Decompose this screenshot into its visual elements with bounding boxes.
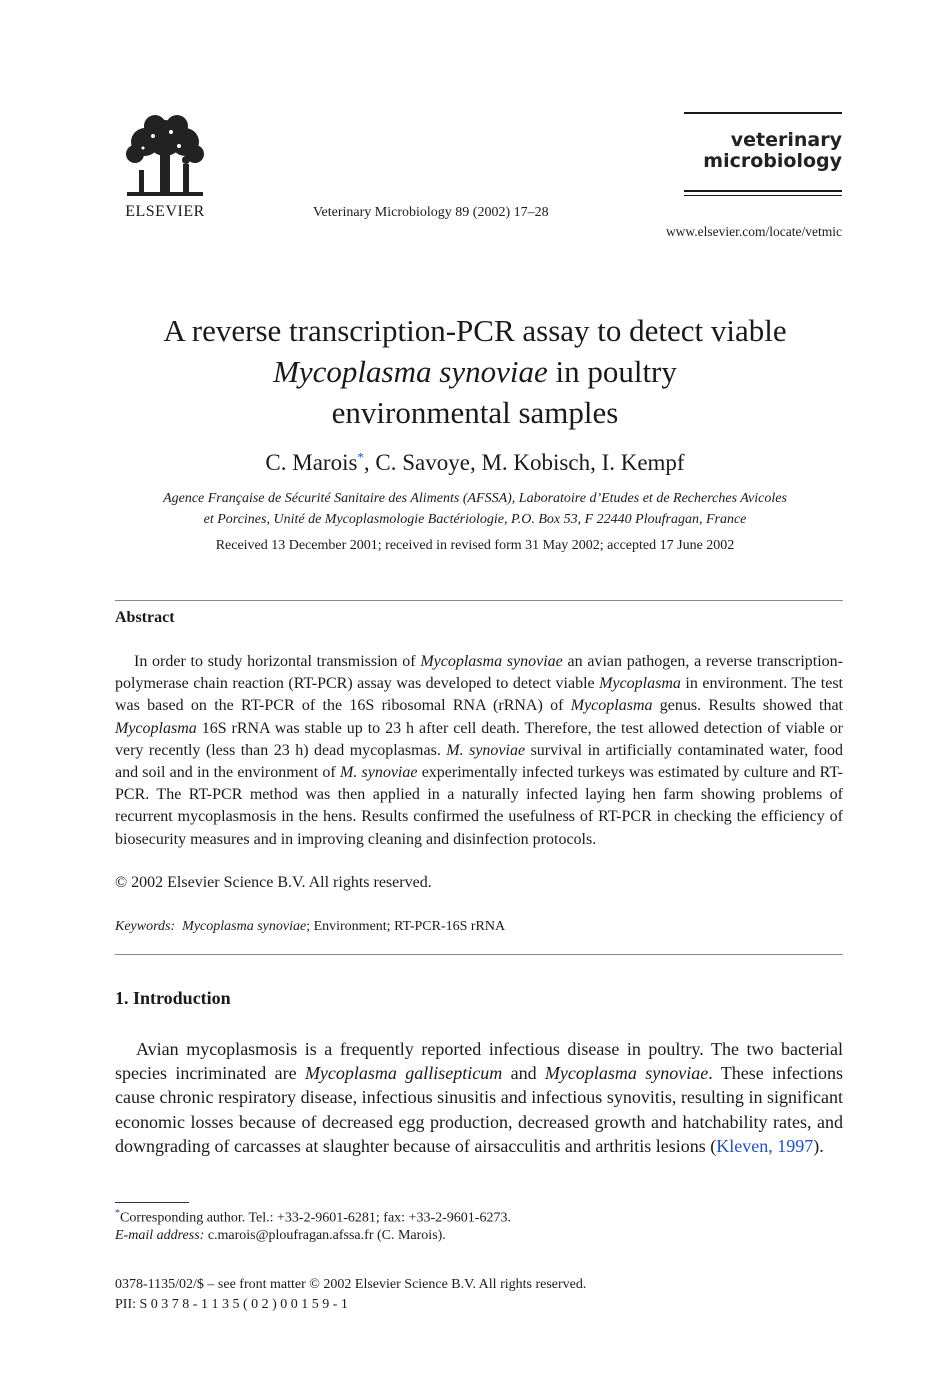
introduction-text [115, 1037, 843, 1158]
affiliation-line-2: et Porcines, Unité de Mycoplasmologie Bactériologie, P.O. Box 53, F 22440 Ploufragan, France [203, 512, 747, 527]
section-heading-introduction: 1. Introduction [115, 988, 231, 1008]
footnote-rule [115, 1202, 189, 1203]
intro-seg: and [502, 1063, 545, 1084]
abstract-text [115, 651, 843, 851]
title-line-1: A reverse transcription-PCR assay to detect viable [163, 313, 787, 348]
footnote-corresponding [115, 1208, 511, 1227]
intro-seg: ). [813, 1135, 824, 1156]
abstract-seg: in environment. The test was based on the RT-PCR of the 16S ribosomal RNA (rRNA) of [115, 675, 844, 715]
abstract-seg: an avian pathogen, a reverse transcription-polymerase chain reaction (RT-PCR) assay was developed to detect viable [115, 653, 843, 693]
footnote-email [115, 1228, 446, 1244]
keyword-italic: Mycoplasma synoviae [182, 919, 307, 934]
abstract-italic: Mycoplasma [570, 697, 653, 715]
brand-rule-bottom-1 [684, 190, 842, 192]
abstract-seg: experimentally infected turkeys was estimated by culture and RT-PCR. The RT-PCR method was then applied in a naturally infected laying hen farm showing problems of recurrent mycoplasmosis in the hens. Results confirmed the usefulness of RT-PCR in checking the efficiency of biosecurity measures and in improving cleaning and disinfection protocols. [115, 764, 843, 848]
front-matter-issn: 0378-1135/02/$ – see front matter © 2002 Elsevier Science B.V. All rights reserved. [115, 1277, 587, 1292]
title-species: Mycoplasma synoviae [273, 354, 548, 389]
wordmark-line-2: microbiology [703, 150, 842, 172]
copyright-line: © 2002 Elsevier Science B.V. All rights reserved. [115, 874, 432, 891]
abstract-italic: Mycoplasma synoviae [420, 653, 563, 670]
abstract-seg: genus. Results showed that [652, 697, 843, 715]
citation-link-kleven-1997[interactable]: Kleven, 1997 [716, 1135, 814, 1156]
title-line-3: environmental samples [331, 395, 619, 430]
email-address[interactable]: c.marois@ploufragan.afssa.fr (C. Marois). [204, 1228, 446, 1243]
authors-rest: , C. Savoye, M. Kobisch, I. Kempf [363, 450, 685, 475]
intro-italic: Mycoplasma gallisepticum [304, 1063, 503, 1084]
received-dates: Received 13 December 2001; received in revised form 31 May 2002; accepted 17 June 2002 [215, 538, 735, 553]
footnote-corresponding-text: Corresponding author. Tel.: +33-2-9601-6281; fax: +33-2-9601-6273. [120, 1210, 511, 1226]
abstract-italic: M. synoviae [339, 764, 418, 782]
publisher-name: ELSEVIER [125, 203, 205, 220]
keywords [115, 919, 505, 935]
affiliation-line-1: Agence Française de Sécurité Sanitaire des Aliments (AFSSA), Laboratoire d’Etudes et de Recherches Avicoles [163, 491, 787, 506]
journal-wordmark [684, 130, 842, 172]
abstract-italic: Mycoplasma [599, 675, 681, 693]
abstract-seg: In order to study horizontal transmission of [134, 653, 421, 670]
abstract-italic: M. synoviae [446, 741, 526, 759]
abstract-italic: Mycoplasma [115, 719, 197, 737]
title-line-2 [80, 351, 870, 392]
corresponding-author-mark[interactable]: * [357, 449, 364, 465]
abstract-seg: 16S rRNA was stable up to 23 h after cell death. Therefore, the test allowed detection of viable or very recently (less than 23 h) dead mycoplasmas. [115, 719, 843, 759]
affiliation [100, 488, 850, 530]
intro-seg: Avian mycoplasmosis is a frequently reported infectious disease in poultry. The two bacterial species incriminated are [115, 1039, 843, 1084]
author-list [80, 450, 870, 476]
intro-seg: . These infections cause chronic respiratory disease, infectious sinusitis and infectious synovitis, resulting in significant economic losses because of decreased egg production, decreased growth and hatchability rates, and downgrading of carcasses at slaughter because of airsacculitis and arthritis lesions ( [115, 1063, 844, 1156]
abstract-heading: Abstract [115, 609, 175, 626]
journal-brand [684, 112, 842, 199]
front-matter-pii: PII: S 0 3 7 8 - 1 1 3 5 ( 0 2 ) 0 0 1 5 9 - 1 [115, 1297, 348, 1312]
intro-italic: Mycoplasma synoviae [544, 1063, 709, 1084]
wordmark-line-1: veterinary [730, 129, 842, 151]
title-line-2-rest: in poultry [547, 354, 677, 389]
journal-url[interactable]: www.elsevier.com/locate/vetmic [665, 224, 842, 239]
abstract-seg: survival in artificially contaminated water, food and soil and in the environment of [115, 741, 844, 782]
divider-top [115, 600, 843, 601]
author-first: C. Marois [265, 450, 358, 475]
article-title [80, 310, 870, 433]
journal-citation: Veterinary Microbiology 89 (2002) 17–28 [313, 205, 549, 220]
footnote-mark: * [115, 1208, 120, 1219]
keywords-rest: ; Environment; RT-PCR-16S rRNA [306, 919, 506, 934]
email-label: E-mail address: [115, 1228, 205, 1243]
brand-rule-bottom-2 [684, 195, 842, 196]
keywords-label: Keywords: [115, 919, 176, 934]
brand-rule-top [684, 112, 842, 114]
divider-bottom [115, 954, 843, 955]
